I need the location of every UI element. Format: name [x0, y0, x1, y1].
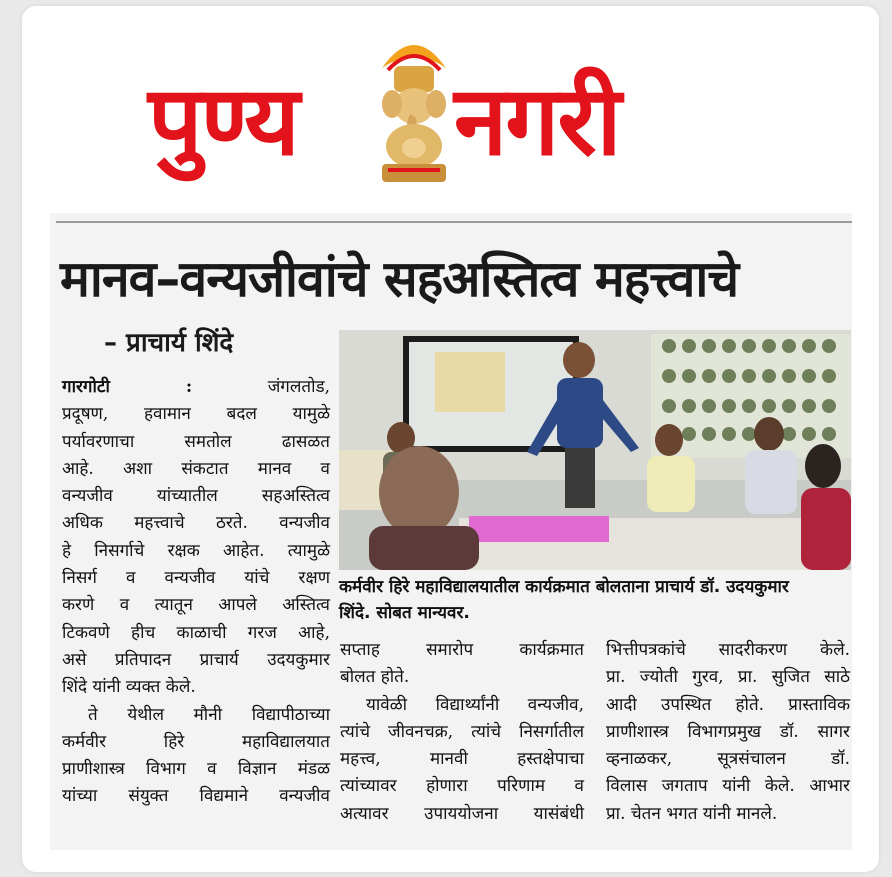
article-line: बोलत होते.: [340, 667, 410, 688]
article-line: आहे. अशा संकटात मानव व: [62, 458, 330, 479]
article-line: शिंदे यांनी व्यक्त केले.: [62, 677, 196, 698]
article-line: प्रदूषण, हवामान बदल यामुळे: [62, 404, 330, 425]
article-line: त्यांचे जीवनचक्र, त्यांचे निसर्गातील: [340, 721, 584, 742]
dateline: गारगोटी :: [62, 377, 193, 397]
article-line: व्हनाळकर, सूत्रसंचालन डॉ.: [606, 749, 850, 770]
article-line: कर्मवीर हिरे महाविद्यालयात: [62, 731, 330, 752]
article-line: पर्यावरणाचा समतोल ढासळत: [62, 431, 330, 452]
article-line: करणे व त्यातून आपले अस्तित्व: [62, 595, 330, 616]
article-line: त्यांच्यावर होणारा परिणाम व: [340, 776, 584, 797]
caption-line: शिंदे. सोबत मान्यवर.: [339, 603, 470, 623]
article-line: यावेळी विद्यार्थ्यांनी वन्यजीव,: [366, 694, 584, 715]
masthead-title-right: नगरी: [454, 65, 620, 177]
article-byline: – प्राचार्य शिंदे: [104, 328, 234, 358]
article-line: आदी उपस्थित होते. प्रास्ताविक: [606, 694, 850, 715]
event-photo: [339, 330, 851, 570]
article-line: प्राणीशास्त्र विभाग व विज्ञान मंडळ: [62, 759, 330, 780]
article-headline: मानव–वन्यजीवांचे सहअस्तित्व महत्त्वाचे: [60, 250, 739, 308]
article-line: हे निसर्गाचे रक्षक आहेत. त्यामुळे: [62, 540, 330, 561]
ganesha-logo-icon: [372, 28, 456, 188]
article-line: अधिक महत्त्वाचे ठरते. वन्यजीव: [62, 513, 330, 534]
article-line: विलास जगताप यांनी केले. आभार: [606, 776, 850, 797]
masthead-title-left: पुण्य: [148, 65, 298, 177]
article-line: टिकवणे हीच काळाची गरज आहे,: [62, 622, 330, 643]
article-line: प्राणीशास्त्र विभागप्रमुख डॉ. सागर: [606, 721, 850, 742]
article-line: यांच्या संयुक्त विद्यमाने वन्यजीव: [62, 786, 330, 807]
article-line: निसर्ग व वन्यजीव यांचे रक्षण: [62, 568, 330, 589]
article-line: अत्यावर उपाययोजना यासंबंधी: [340, 803, 584, 824]
article-line: गारगोटी : जंगलतोड,: [62, 377, 330, 397]
article-line: वन्यजीव यांच्यातील सहअस्तित्व: [62, 486, 330, 507]
article-line: प्रा. ज्योती गुरव, प्रा. सुजित साठे: [606, 667, 850, 688]
divider: [56, 221, 852, 223]
event-photo-illustration: [339, 330, 851, 570]
article-line: महत्त्व, मानवी हस्तक्षेपाचा: [340, 749, 584, 770]
article-line: सप्ताह समारोप कार्यक्रमात: [340, 640, 584, 660]
article-column-1: [62, 374, 330, 811]
article-column-2: [340, 637, 584, 828]
newspaper-masthead: [148, 28, 748, 193]
photo-caption: [339, 574, 853, 626]
article-line: भित्तीपत्रकांचे सादरीकरण केले.: [606, 640, 850, 660]
article-line: ते येथील मौनी विद्यापीठाच्या: [88, 704, 330, 725]
caption-line: कर्मवीर हिरे महाविद्यालयातील कार्यक्रमात बोलताना प्राचार्य डॉ. उदयकुमार: [339, 577, 789, 597]
article-line: असे प्रतिपादन प्राचार्य उदयकुमार: [62, 649, 330, 670]
article-line: प्रा. चेतन भगत यांनी मानले.: [606, 803, 778, 824]
article-column-3: [606, 637, 850, 828]
